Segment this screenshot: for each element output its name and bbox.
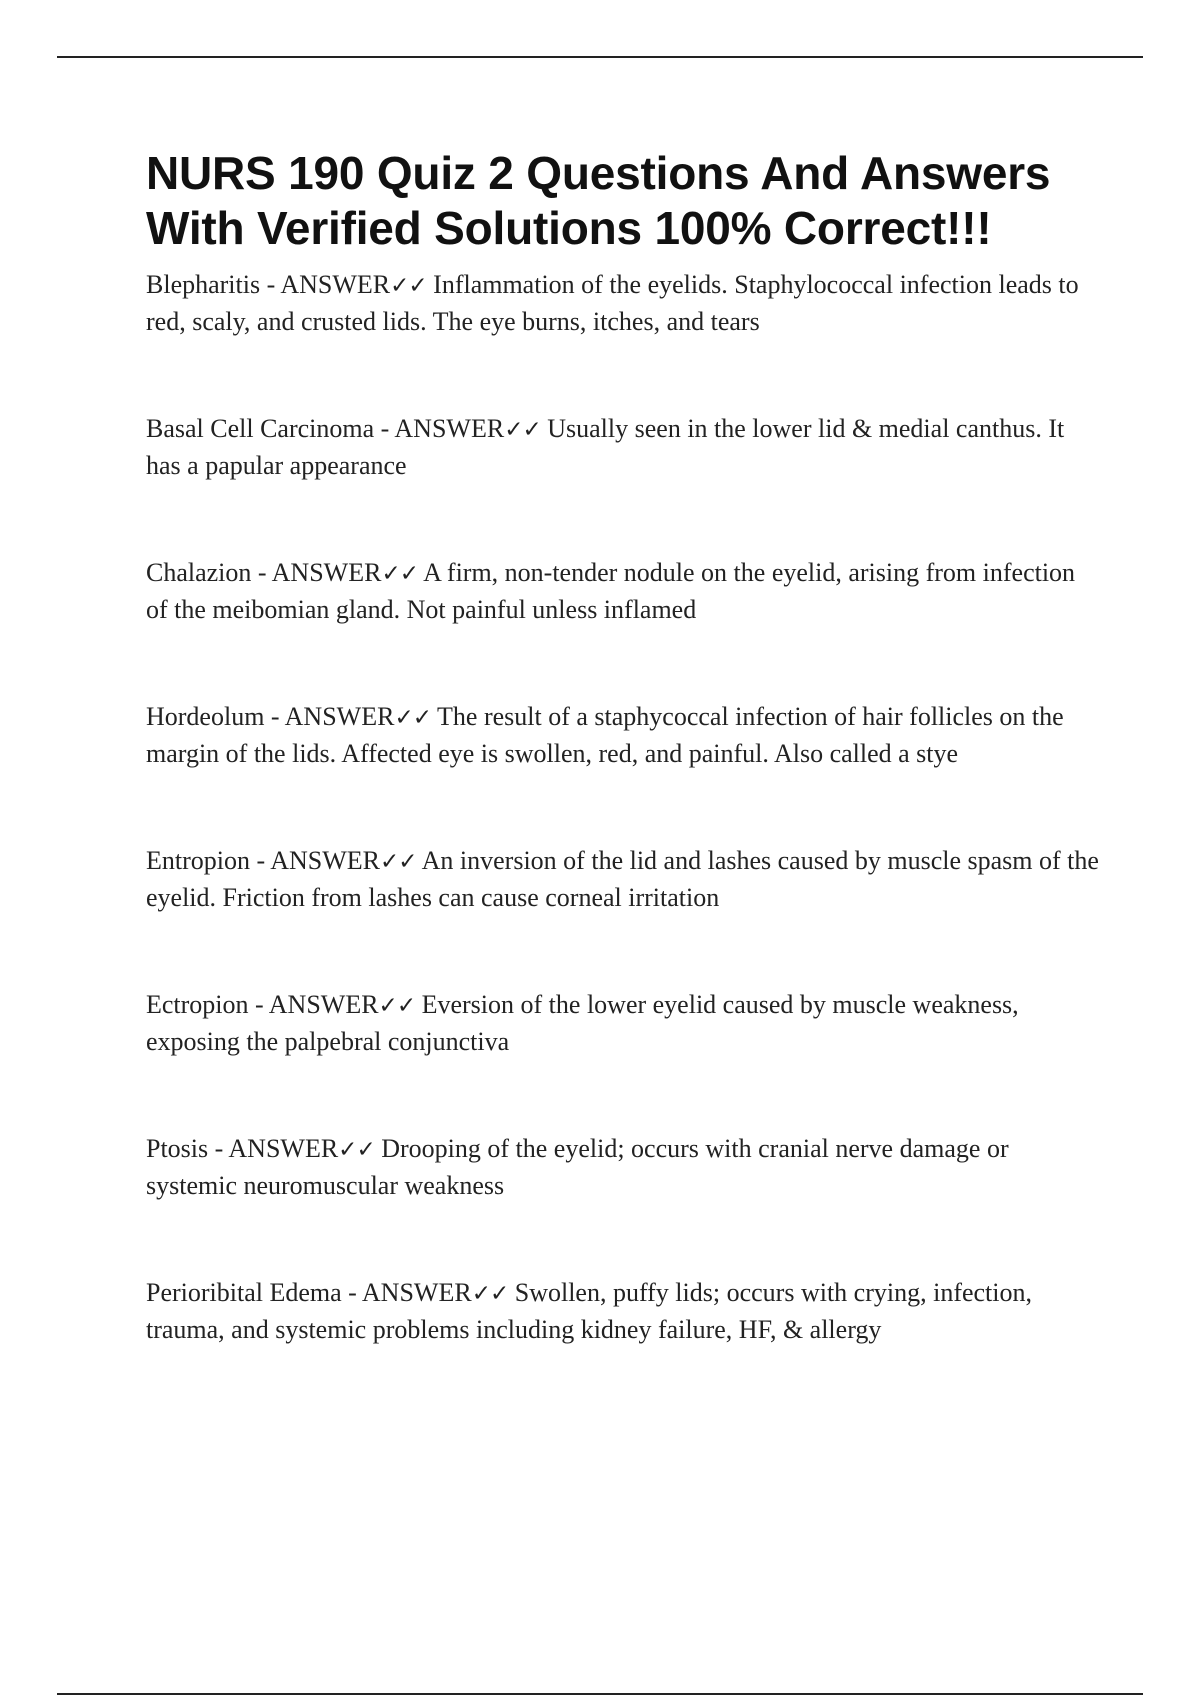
entry-term: Perioribital Edema — [146, 1278, 342, 1307]
document-title: NURS 190 Quiz 2 Questions And Answers With Verified Solutions 100% Correct!!! — [146, 147, 1051, 254]
check-icon: ✓✓ — [471, 1281, 509, 1307]
check-icon: ✓✓ — [338, 1137, 375, 1163]
entry-answer: Swollen, puffy lids; occurs with crying, infection, trauma, and systemic problems including kidney failure, HF, & allergy — [146, 1278, 1033, 1344]
qa-entry: Basal Cell Carcinoma - ANSWER✓✓ Usually seen in the lower lid & medial canthus. It has a papular appearance — [146, 414, 1065, 480]
qa-entry: Ectropion - ANSWER✓✓ Eversion of the lower eyelid caused by muscle weakness, exposing the palpebral conjunctiva — [146, 990, 1019, 1056]
answer-marker: ANSWER — [268, 990, 379, 1019]
entry-answer: A firm, non-tender nodule on the eyelid, arising from infection of the meibomian gland. Not painful unless inflamed — [146, 558, 1076, 624]
answer-marker: ANSWER — [394, 414, 505, 443]
entry-term: Ptosis — [146, 1134, 209, 1163]
answer-marker: ANSWER — [228, 1134, 339, 1163]
qa-entry: Chalazion - ANSWER✓✓ A firm, non-tender nodule on the eyelid, arising from infection of the meibomian gland. Not painful unless inflamed — [146, 558, 1076, 624]
document-body — [146, 146, 1101, 1419]
check-icon: ✓✓ — [381, 561, 418, 587]
entry-term: Hordeolum — [146, 702, 265, 731]
qa-entry: Perioribital Edema - ANSWER✓✓ Swollen, puffy lids; occurs with crying, infection, trauma, and systemic problems including kidney failure, HF, & allergy — [146, 1278, 1033, 1344]
header-rule — [57, 56, 1143, 58]
footer-rule — [57, 1693, 1143, 1695]
answer-marker: ANSWER — [271, 558, 382, 587]
answer-marker: ANSWER — [361, 1278, 472, 1307]
entry-answer: Eversion of the lower eyelid caused by muscle weakness, exposing the palpebral conjunctiva — [146, 990, 1019, 1056]
entry-answer: An inversion of the lid and lashes caused by muscle spasm of the eyelid. Friction from lashes can cause corneal irritation — [146, 846, 1099, 912]
answer-marker: ANSWER — [284, 702, 395, 731]
check-icon: ✓✓ — [394, 705, 431, 731]
entry-term: Ectropion — [146, 990, 249, 1019]
qa-entry: Ptosis - ANSWER✓✓ Drooping of the eyelid; occurs with cranial nerve damage or systemic neuromuscular weakness — [146, 1134, 1009, 1200]
entry-answer: Inflammation of the eyelids. Staphylococcal infection leads to red, scaly, and crusted lids. The eye burns, itches, and tears — [146, 270, 1079, 336]
answer-marker: ANSWER — [270, 846, 381, 875]
entry-term: Blepharitis — [146, 270, 261, 299]
entry-answer: The result of a staphycoccal infection of hair follicles on the margin of the lids. Affected eye is swollen, red, and painful. Also called a stye — [146, 702, 1064, 768]
qa-entry: Blepharitis - ANSWER✓✓ Inflammation of the eyelids. Staphylococcal infection leads to red, scaly, and crusted lids. The eye burns, itches, and tears — [146, 270, 1079, 336]
entry-term: Entropion — [146, 846, 250, 875]
check-icon: ✓✓ — [380, 849, 417, 875]
check-icon: ✓✓ — [378, 993, 416, 1019]
qa-list — [146, 267, 1101, 1348]
check-icon: ✓✓ — [504, 417, 541, 443]
entry-answer: Usually seen in the lower lid & medial canthus. It has a papular appearance — [146, 414, 1065, 480]
entry-answer: Drooping of the eyelid; occurs with cranial nerve damage or systemic neuromuscular weakness — [146, 1134, 1009, 1200]
qa-entry: Hordeolum - ANSWER✓✓ The result of a staphycoccal infection of hair follicles on the margin of the lids. Affected eye is swollen, red, and painful. Also called a stye — [146, 702, 1064, 768]
answer-marker: ANSWER — [280, 270, 391, 299]
entry-term: Chalazion — [146, 558, 252, 587]
entry-term: Basal Cell Carcinoma — [146, 414, 375, 443]
qa-entry: Entropion - ANSWER✓✓ An inversion of the lid and lashes caused by muscle spasm of the eyelid. Friction from lashes can cause corneal irritation — [146, 846, 1099, 912]
check-icon: ✓✓ — [390, 273, 427, 299]
